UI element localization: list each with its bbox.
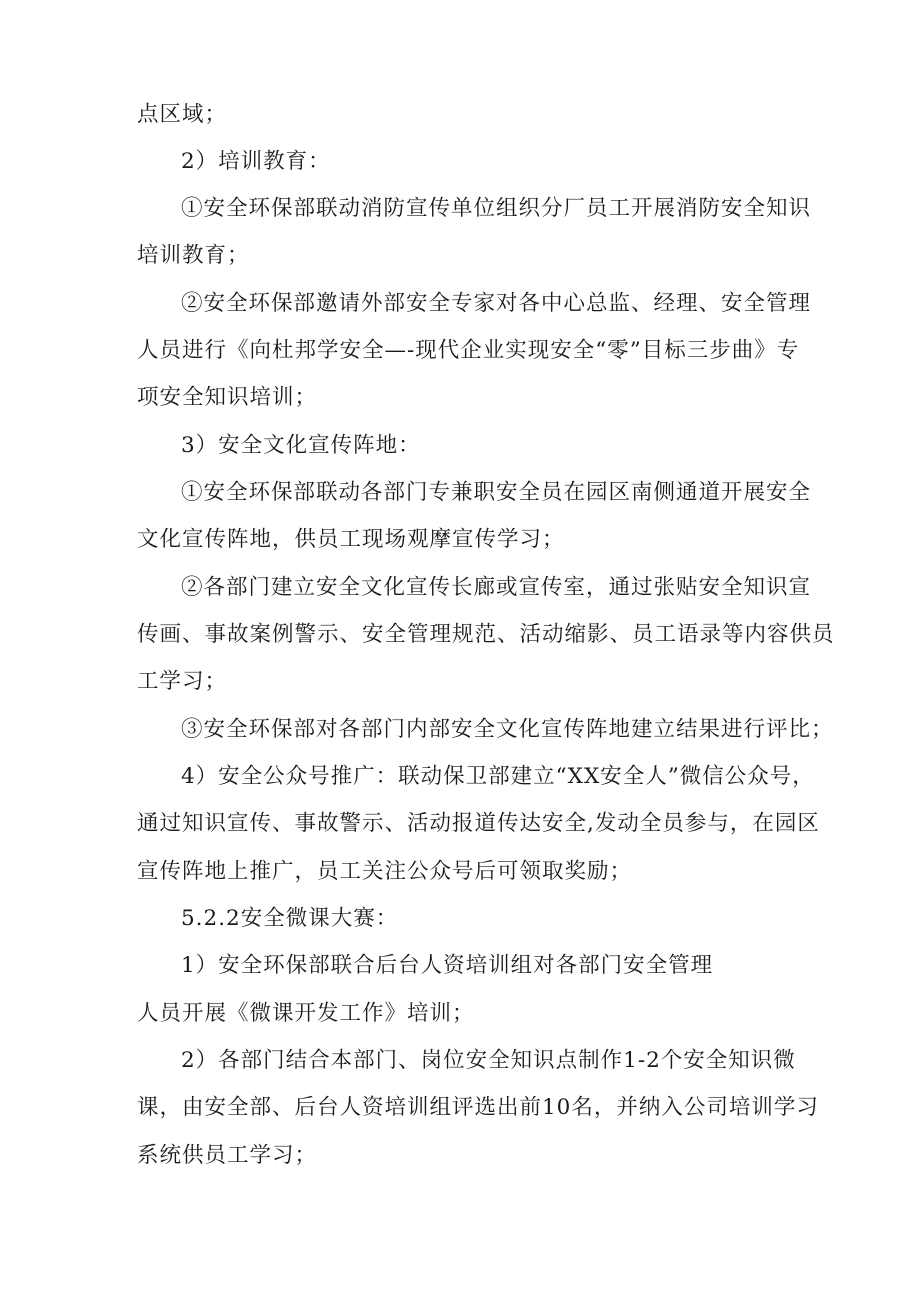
text-line: 宣传阵地上推广，员工关注公众号后可领取奖励； [137, 859, 633, 884]
text-line: ①安全环保部联动消防宣传单位组织分厂员工开展消防安全知识 [181, 196, 812, 221]
text-line: 人员开展《微课开发工作》培训； [137, 1001, 475, 1026]
text-line: 通过知识宣传、事故警示、活动报道传达安全,发动全员参与，在园区 [137, 811, 820, 836]
text-line: 人员进行《向杜邦学安全—-现代企业实现安全“零”目标三步曲》专 [137, 338, 800, 363]
text-line: 1）安全环保部联合后台人资培训组对各部门安全管理 [181, 953, 714, 978]
text-line: 培训教育； [137, 243, 250, 268]
text-line: 传画、事故案例警示、安全管理规范、活动缩影、员工语录等内容供员 [137, 622, 835, 647]
text-line: ③安全环保部对各部门内部安全文化宣传阵地建立结果进行评比； [181, 717, 834, 742]
section-heading: 5.2.2安全微课大赛： [181, 906, 399, 931]
text-line: 项安全知识培训； [137, 385, 318, 410]
text-line: 3）安全文化宣传阵地： [181, 433, 421, 458]
text-line: 工学习； [137, 669, 228, 694]
text-line: ②安全环保部邀请外部安全专家对各中心总监、经理、安全管理 [181, 291, 812, 316]
text-line: 课，由安全部、后台人资培训组评选出前10名，并纳入公司培训学习 [137, 1095, 819, 1120]
text-line: 点区域； [137, 102, 228, 127]
text-line: ②各部门建立安全文化宣传长廊或宣传室，通过张贴安全知识宣 [181, 575, 812, 600]
text-line: 系统供员工学习； [137, 1143, 318, 1168]
text-line: ①安全环保部联动各部门专兼职安全员在园区南侧通道开展安全 [181, 480, 812, 505]
text-line: 4）安全公众号推广：联动保卫部建立“XX安全人”微信公众号， [181, 764, 815, 789]
text-line: 2）培训教育： [181, 149, 331, 174]
text-line: 2）各部门结合本部门、岗位安全知识点制作1-2个安全知识微 [181, 1048, 796, 1073]
text-line: 文化宣传阵地，供员工现场观摩宣传学习； [137, 527, 565, 552]
